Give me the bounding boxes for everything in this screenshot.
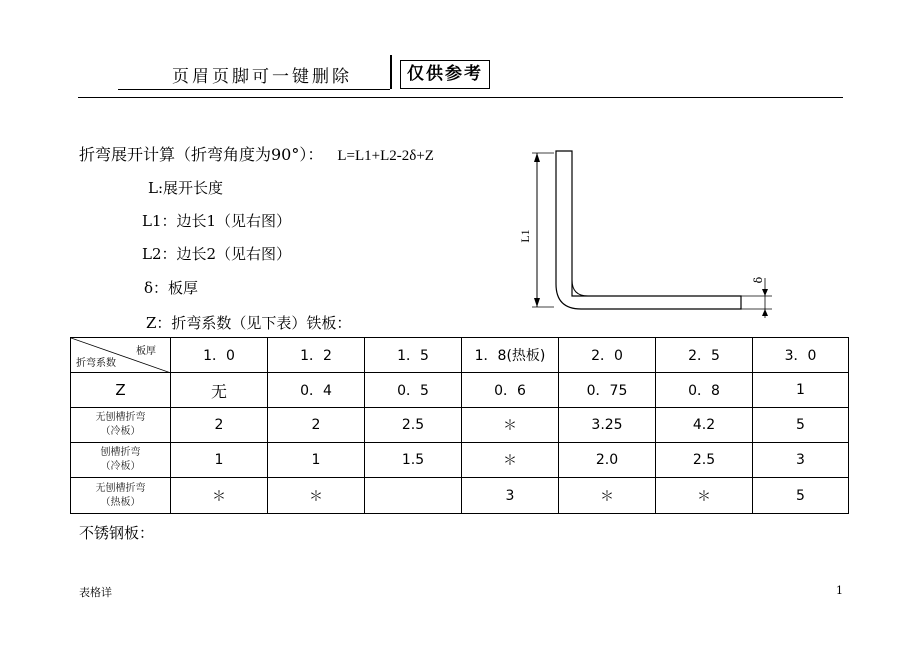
row-label-line: 无刨槽折弯 bbox=[95, 482, 146, 494]
l1-arrow-top bbox=[534, 153, 540, 162]
table-cell bbox=[365, 478, 462, 514]
page-title bbox=[79, 142, 434, 165]
table-cell: ＊ bbox=[559, 478, 656, 514]
table-cell: 3 bbox=[753, 443, 849, 478]
row-label-line: （冷板） bbox=[100, 461, 141, 472]
table-cell: 3 bbox=[462, 478, 559, 514]
header-text: 页眉页脚可一键删除 bbox=[172, 67, 352, 87]
delta-arrow-bottom bbox=[762, 309, 768, 316]
column-header: 1．2 bbox=[268, 338, 365, 373]
table-row bbox=[71, 408, 849, 443]
page-number: 1 bbox=[836, 584, 843, 597]
table-cell: 4.2 bbox=[656, 408, 753, 443]
row-label bbox=[71, 478, 171, 514]
l1-label: L1 bbox=[518, 229, 532, 243]
table-cell: 2 bbox=[171, 408, 268, 443]
table-cell: ＊ bbox=[171, 478, 268, 514]
row-label: Z bbox=[71, 373, 171, 408]
table-cell: 5 bbox=[753, 478, 849, 514]
column-header: 1．8(热板) bbox=[462, 338, 559, 373]
table-cell: 0．6 bbox=[462, 373, 559, 408]
column-header: 1．5 bbox=[365, 338, 462, 373]
table-cell: ＊ bbox=[268, 478, 365, 514]
row-label-line: （热板） bbox=[100, 496, 141, 508]
table-cell: 0．75 bbox=[559, 373, 656, 408]
table-cell: 5 bbox=[753, 408, 849, 443]
table-cell: 1 bbox=[753, 373, 849, 408]
bend-coefficient-table bbox=[70, 337, 849, 514]
table-corner-cell bbox=[71, 338, 171, 373]
table-cell: 无 bbox=[171, 373, 268, 408]
row-label-line: 无刨槽折弯 bbox=[95, 412, 146, 423]
column-header: 3．0 bbox=[753, 338, 849, 373]
column-header: 2．0 bbox=[559, 338, 656, 373]
table-cell: ＊ bbox=[462, 443, 559, 478]
table-cell: 3.25 bbox=[559, 408, 656, 443]
header-underline bbox=[118, 89, 390, 90]
table-cell: 2.5 bbox=[656, 443, 753, 478]
table-cell: 1 bbox=[268, 443, 365, 478]
footer-text: 表格详 bbox=[79, 586, 112, 599]
table-cell: 0．5 bbox=[365, 373, 462, 408]
table-cell: 1.5 bbox=[365, 443, 462, 478]
bend-diagram bbox=[510, 140, 780, 320]
row-label bbox=[71, 443, 171, 478]
title-formula: L=L1+L2-2δ+Z bbox=[337, 148, 434, 164]
table-row bbox=[71, 478, 849, 514]
definition-l: L:展开长度 bbox=[148, 179, 224, 197]
header-divider bbox=[390, 55, 392, 89]
table-cell: ＊ bbox=[462, 408, 559, 443]
definition-l2: L2：边长2（见右图） bbox=[142, 245, 292, 263]
table-row bbox=[71, 373, 849, 408]
header-badge: 仅供参考 bbox=[400, 60, 490, 89]
delta-arrow-top bbox=[762, 289, 768, 296]
stainless-heading: 不锈钢板： bbox=[79, 524, 155, 542]
header-rule bbox=[78, 97, 843, 98]
inner-bend-radius bbox=[572, 280, 588, 296]
table-cell: 0．4 bbox=[268, 373, 365, 408]
delta-label: δ bbox=[752, 276, 765, 284]
l1-arrow-bottom bbox=[534, 298, 540, 307]
table-cell: 1 bbox=[171, 443, 268, 478]
column-header: 1．0 bbox=[171, 338, 268, 373]
table-cell: 2.5 bbox=[365, 408, 462, 443]
table-cell: 2.0 bbox=[559, 443, 656, 478]
table-header-row bbox=[71, 338, 849, 373]
table-cell: 0．8 bbox=[656, 373, 753, 408]
definition-l1: L1：边长1（见右图） bbox=[142, 212, 292, 230]
row-label-line: （冷板） bbox=[100, 426, 141, 437]
corner-label-thickness: 板厚 bbox=[136, 346, 156, 357]
title-text: 折弯展开计算（折弯角度为90°）： bbox=[79, 145, 324, 164]
table-cell: ＊ bbox=[656, 478, 753, 514]
bent-plate-outline bbox=[556, 151, 741, 309]
row-label bbox=[71, 408, 171, 443]
corner-label-coefficient: 折弯系数 bbox=[76, 358, 116, 369]
definition-z: Z：折弯系数（见下表）铁板： bbox=[146, 314, 352, 332]
definition-delta: δ：板厚 bbox=[144, 279, 199, 297]
table-cell: 2 bbox=[268, 408, 365, 443]
column-header: 2．5 bbox=[656, 338, 753, 373]
table-row bbox=[71, 443, 849, 478]
row-label-line: 刨槽折弯 bbox=[100, 447, 141, 458]
